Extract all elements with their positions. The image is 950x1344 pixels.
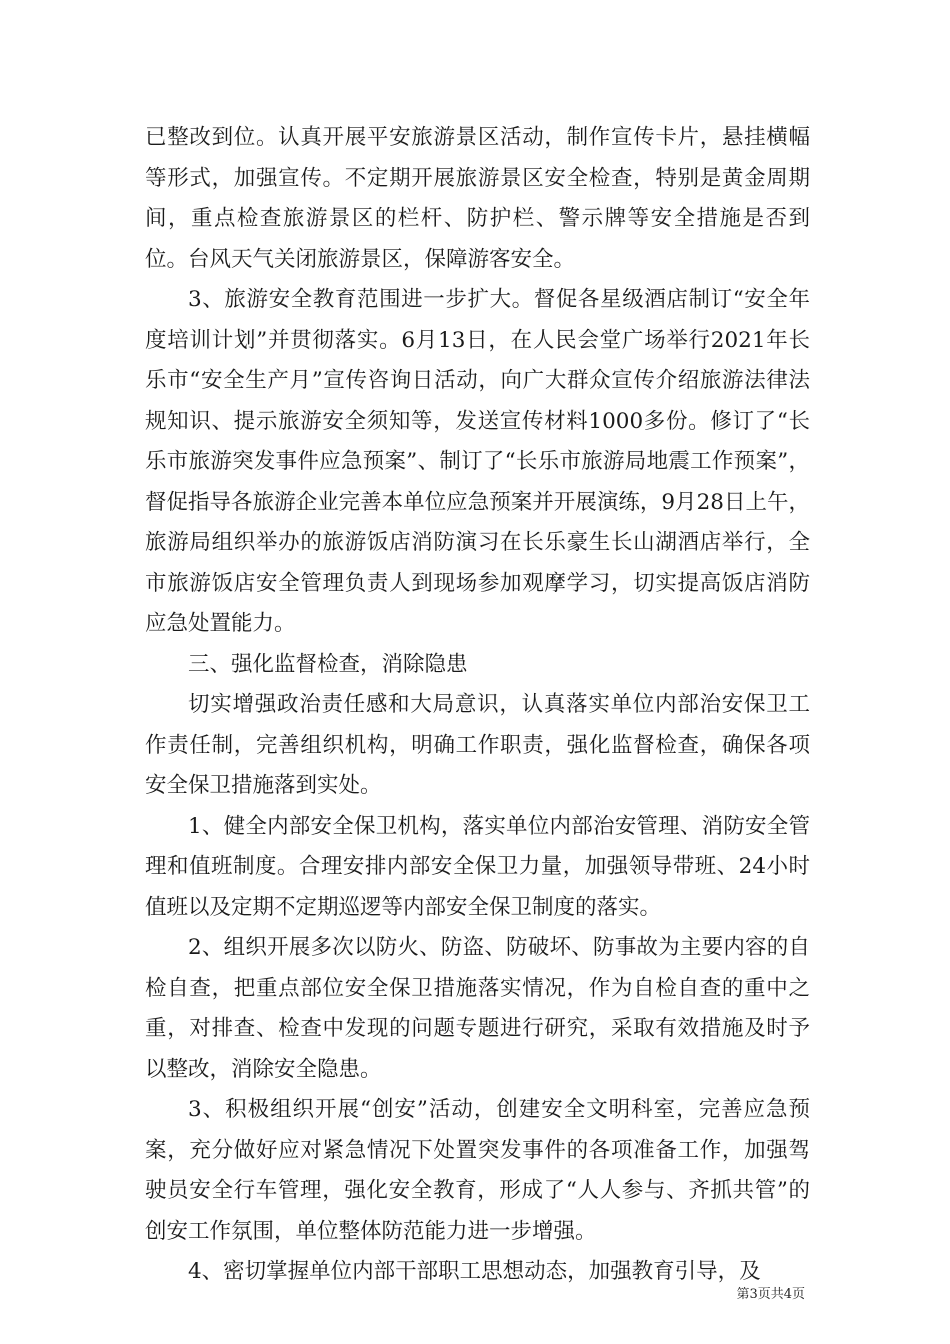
paragraph-item-2-self-inspection: 2、组织开展多次以防火、防盗、防破坏、防事故为主要内容的自检自查，把重点部位安全保卫措施落实情况，作为自检自查的重中之重，对排查、检查中发现的问题专题进行研究，采取有效措施及时予以整改，消除安全隐患。: [145, 935, 810, 1082]
paragraph-item-4-staff-dynamics: 4、密切掌握单位内部干部职工思想动态，加强教育引导，及: [188, 1259, 761, 1284]
paragraph-section-3-intro: 切实增强政治责任感和大局意识，认真落实单位内部治安保卫工作责任制，完善组织机构，明确工作职责，强化监督检查，确保各项安全保卫措施落到实处。: [145, 692, 810, 798]
page-number-footer: 第3页共4页: [736, 1287, 805, 1302]
paragraph-continuation: 已整改到位。认真开展平安旅游景区活动，制作宣传卡片，悬挂横幅等形式，加强宣传。不定期开展旅游景区安全检查，特别是黄金周期间，重点检查旅游景区的栏杆、防护栏、警示牌等安全措施是否到位。台风天气关闭旅游景区，保障游客安全。: [145, 125, 810, 272]
paragraph-item-1-security-org: 1、健全内部安全保卫机构，落实单位内部治安管理、消防安全管理和值班制度。合理安排内部安全保卫力量，加强领导带班、24小时值班以及定期不定期巡逻等内部安全保卫制度的落实。: [145, 813, 810, 920]
paragraph-item-3-tourism-education: 3、旅游安全教育范围进一步扩大。督促各星级酒店制订“安全年度培训计划”并贯彻落实。6月13日，在人民会堂广场举行2021年长乐市“安全生产月”宣传咨询日活动，向广大群众宣传介绍旅游法律法规知识、提示旅游安全须知等，发送宣传材料1000多份。修订了“长乐市旅游突发事件应急预案”、制订了“长乐市旅游局地震工作预案”，督促指导各旅游企业完善本单位应急预案并开展演练，9月28日上午，旅游局组织举办的旅游饭店消防演习在长乐豪生长山湖酒店举行，全市旅游饭店安全管理负责人到现场参加观摩学习，切实提高饭店消防应急处置能力。: [145, 287, 810, 636]
section-heading-3: 三、强化监督检查，消除隐患: [188, 651, 468, 677]
paragraph-item-3-safety-campaign: 3、积极组织开展“创安”活动，创建安全文明科室，完善应急预案，充分做好应对紧急情况下处置突发事件的各项准备工作，加强驾驶员安全行车管理，强化安全教育，形成了“人人参与、齐抓共管”的创安工作氛围，单位整体防范能力进一步增强。: [145, 1097, 810, 1244]
document-body: [145, 118, 810, 1293]
